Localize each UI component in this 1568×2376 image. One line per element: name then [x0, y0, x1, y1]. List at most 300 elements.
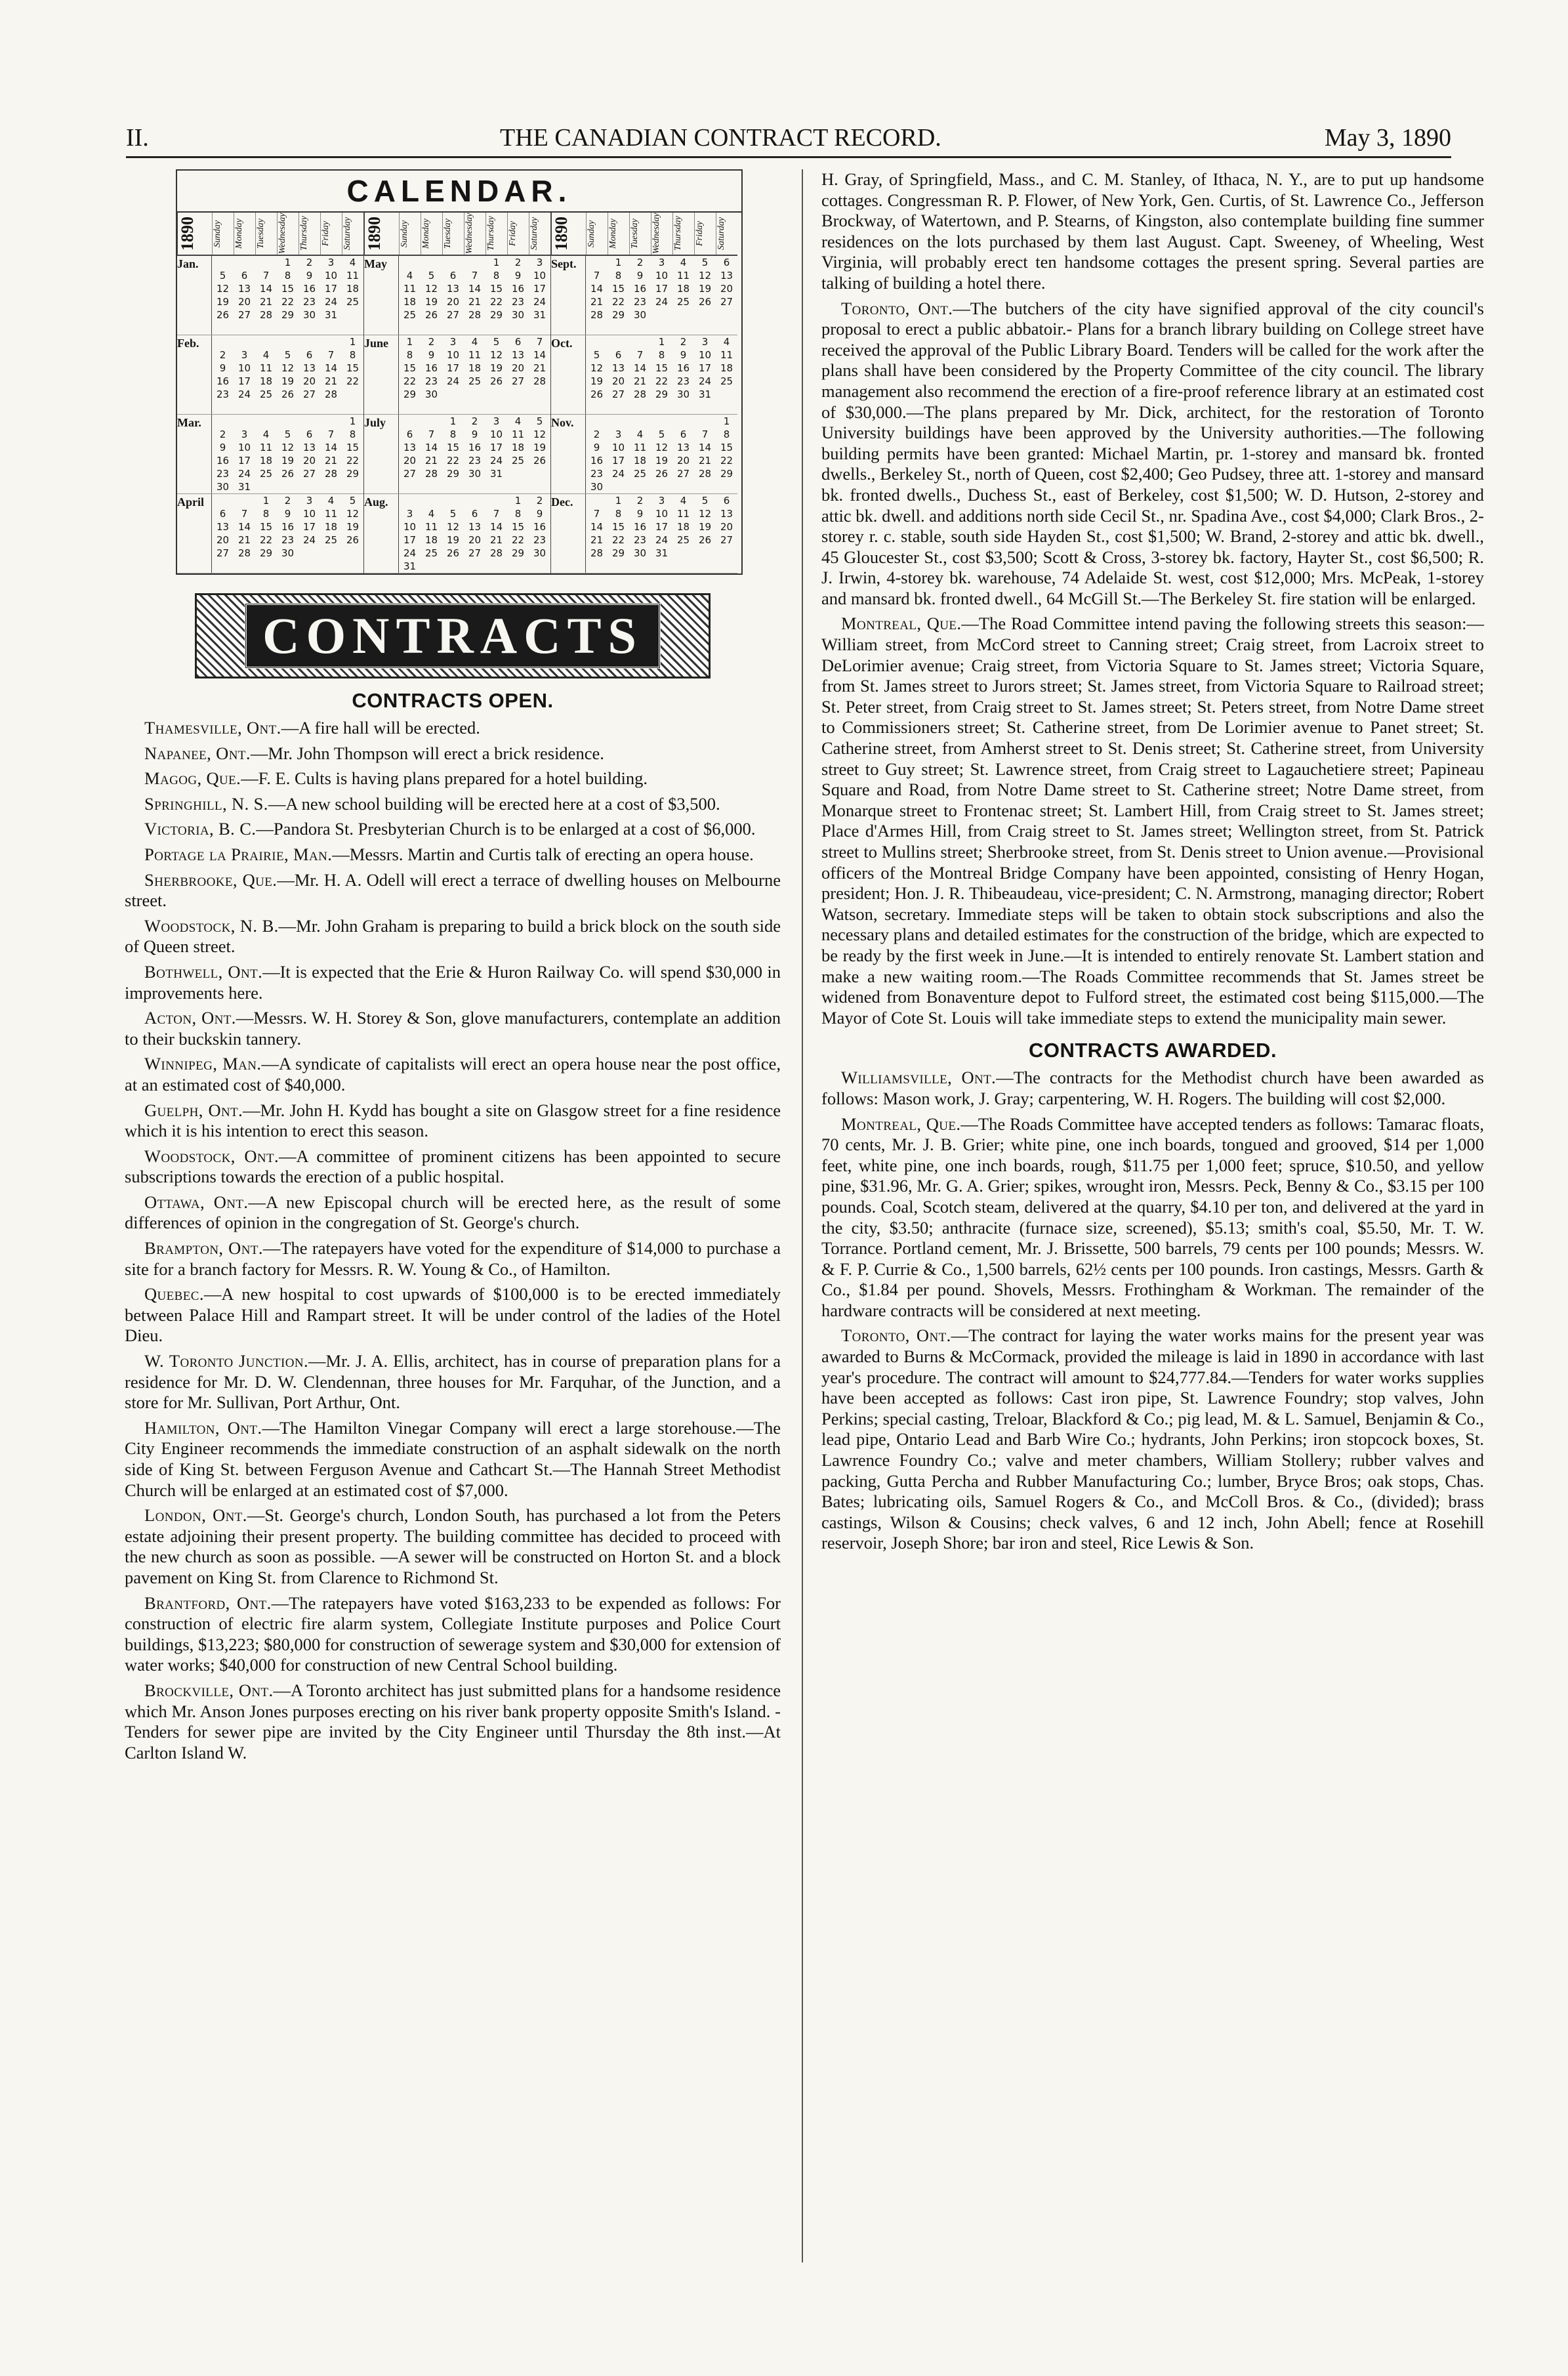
calendar-day-name: Saturday — [529, 213, 550, 255]
calendar-date: 20 — [237, 296, 251, 308]
calendar-empty-cell — [255, 415, 277, 428]
calendar-date: 4 — [406, 270, 413, 281]
calendar-date: 23 — [302, 296, 316, 308]
calendar-day-name: Saturday — [716, 213, 737, 255]
calendar-empty-cell — [255, 256, 277, 269]
calendar-date: 11 — [403, 283, 417, 295]
calendar-date: 24 — [302, 534, 316, 546]
calendar-date: 13 — [302, 442, 316, 453]
calendar-date: 7 — [327, 428, 335, 440]
calendar-date: 10 — [302, 508, 316, 520]
calendar-date: 20 — [468, 534, 482, 546]
calendar-date: 6 — [306, 428, 313, 440]
calendar-date: 12 — [424, 283, 438, 295]
calendar-date: 9 — [219, 362, 226, 374]
calendar-date: 2 — [219, 349, 226, 361]
news-item — [125, 1054, 781, 1095]
calendar-date: 24 — [446, 375, 460, 387]
calendar-date: 4 — [327, 495, 335, 507]
calendar-date: 3 — [241, 349, 248, 361]
calendar-date: 25 — [511, 455, 525, 467]
calendar-date: 15 — [259, 521, 273, 533]
calendar-date: 1 — [514, 495, 522, 507]
calendar-date: 16 — [590, 455, 604, 467]
item-place: Victoria, B. C. — [144, 819, 257, 839]
calendar-date: 14 — [489, 521, 503, 533]
calendar-date: 11 — [346, 270, 360, 281]
calendar-date: 28 — [633, 388, 647, 400]
calendar-date: 26 — [424, 309, 438, 321]
calendar-date: 7 — [428, 428, 435, 440]
calendar-empty-cell — [212, 335, 234, 348]
calendar-date: 12 — [590, 362, 604, 374]
calendar-date: 5 — [701, 495, 709, 507]
calendar-date: 21 — [324, 375, 338, 387]
news-item — [125, 870, 781, 911]
calendar-date: 3 — [306, 495, 313, 507]
calendar-date: 14 — [633, 362, 647, 374]
calendar-block — [551, 213, 737, 573]
calendar-date: 27 — [611, 388, 625, 400]
calendar-date: 26 — [590, 388, 604, 400]
calendar-month — [177, 335, 363, 415]
calendar-days-grid — [212, 256, 363, 335]
item-text: —A fire hall will be erected. — [281, 718, 480, 738]
calendar-date: 18 — [259, 375, 273, 387]
item-text: —F. E. Cults is having plans prepared for a hotel building. — [241, 768, 648, 789]
calendar-block — [177, 213, 364, 573]
calendar-date: 31 — [403, 560, 417, 572]
item-place: Woodstock, N. B. — [144, 915, 279, 936]
issue-date: May 3, 1890 — [1324, 124, 1451, 152]
calendar-date: 11 — [676, 508, 690, 520]
calendar-month-name: April — [177, 494, 212, 573]
calendar-date: 27 — [446, 309, 460, 321]
item-place: Winnipeg, Man. — [144, 1054, 262, 1074]
calendar-date: 31 — [655, 547, 669, 559]
calendar-header — [364, 213, 550, 256]
news-item — [125, 1680, 781, 1763]
calendar-date: 11 — [676, 270, 690, 281]
calendar-date: 14 — [237, 521, 251, 533]
calendar-date: 5 — [536, 415, 543, 427]
calendar-date: 26 — [281, 388, 295, 400]
calendar-date: 28 — [468, 309, 482, 321]
calendar-empty-cell — [442, 494, 464, 507]
calendar-date: 29 — [511, 547, 525, 559]
calendar-date: 12 — [281, 362, 295, 374]
news-item — [125, 962, 781, 1003]
contracts-awarded-list — [821, 1068, 1484, 1554]
calendar-date: 6 — [723, 257, 730, 268]
calendar-date: 26 — [489, 375, 503, 387]
calendar-empty-cell — [234, 256, 255, 269]
calendar-date: 22 — [259, 534, 273, 546]
calendar-date: 8 — [406, 349, 413, 361]
calendar-month-name: June — [364, 335, 399, 414]
calendar-month-name: May — [364, 256, 399, 335]
calendar-empty-cell — [651, 415, 672, 428]
calendar-date: 16 — [511, 283, 525, 295]
calendar-date: 29 — [403, 388, 417, 400]
calendar-date: 5 — [449, 508, 457, 520]
news-item — [125, 1008, 781, 1049]
calendar-date: 6 — [514, 336, 522, 348]
contracts-awarded-heading: CONTRACTS AWARDED. — [1028, 1039, 1277, 1062]
calendar-date: 1 — [406, 336, 413, 348]
calendar-empty-cell — [694, 415, 716, 428]
calendar-date: 23 — [281, 534, 295, 546]
calendar-date: 23 — [633, 296, 647, 308]
calendar-day-name: Monday — [421, 213, 442, 255]
calendar-days-grid — [212, 415, 363, 493]
calendar-month-name: July — [364, 415, 399, 493]
calendar-date: 16 — [468, 442, 482, 453]
calendar-day-name: Thursday — [485, 213, 507, 255]
item-text: —Mr. H. A. Odell will erect a terrace of dwelling houses on Melbourne street. — [125, 869, 781, 911]
calendar-days-grid — [399, 494, 550, 573]
calendar-date: 25 — [424, 547, 438, 559]
calendar-date: 30 — [302, 309, 316, 321]
calendar-date: 29 — [489, 309, 503, 321]
calendar-date: 10 — [403, 521, 417, 533]
calendar-date: 27 — [468, 547, 482, 559]
item-place: Springhill, N. S. — [144, 793, 268, 814]
calendar-date: 2 — [514, 257, 522, 268]
news-item — [125, 1146, 781, 1188]
item-text: —A new school building will be erected here at a cost of $3,500. — [268, 793, 720, 814]
calendar-date: 7 — [241, 508, 248, 520]
calendar-date: 31 — [533, 309, 547, 321]
item-text: —St. George's church, London South, has purchased a lot from the Peters estate adjoining their present property. The building committee has decided to proceed with the new church as soon as possible. —A sewer will be constructed on Horton St. and a block pavement on King St. from Clarence to Richmond St. — [125, 1505, 781, 1587]
calendar-date: 21 — [468, 296, 482, 308]
calendar-date: 21 — [633, 375, 647, 387]
calendar-date: 10 — [324, 270, 338, 281]
item-text: —Mr. J. A. Ellis, architect, has in course of preparation plans for a residence for Mr. D. W. Clendennan, three houses for Mr. Farquhar, of the Junction, and a store for Mr. Sullivan, Port Arthur, Ont. — [125, 1351, 781, 1413]
calendar-days-grid — [399, 256, 550, 335]
calendar-day-name: Sunday — [212, 213, 234, 255]
item-text: —Pandora St. Presbyterian Church is to be enlarged at a cost of $6,000. — [256, 819, 756, 839]
calendar-date: 24 — [611, 468, 625, 480]
calendar-date: 15 — [281, 283, 295, 295]
page-number: II. — [126, 124, 149, 152]
calendar-date: 12 — [446, 521, 460, 533]
calendar-date: 4 — [723, 336, 730, 348]
calendar-date: 9 — [514, 270, 522, 281]
news-item — [821, 299, 1484, 610]
calendar-date: 15 — [511, 521, 525, 533]
contracts-banner — [195, 593, 711, 678]
calendar-days-grid — [586, 494, 737, 573]
calendar-date: 21 — [698, 455, 712, 467]
item-place: Thamesville, Ont. — [144, 718, 281, 738]
item-place: Sherbrooke, Que. — [144, 869, 278, 890]
calendar-date: 29 — [281, 309, 295, 321]
calendar-date: 8 — [262, 508, 270, 520]
news-item — [125, 1418, 781, 1501]
calendar-date: 18 — [324, 521, 338, 533]
news-item — [821, 169, 1484, 294]
calendar-date: 29 — [655, 388, 669, 400]
calendar-date: 9 — [636, 270, 644, 281]
calendar-date: 29 — [346, 468, 360, 480]
calendar-date: 9 — [428, 349, 435, 361]
item-place: Guelph, Ont. — [144, 1100, 243, 1120]
calendar-date: 18 — [676, 283, 690, 295]
calendar-date: 4 — [680, 495, 687, 507]
item-text: —A new hospital to cost upwards of $100,000 is to be erected immediately between Palace Hill and Rampart street. It will be under control of the ladies of the Hotel Dieu. — [125, 1284, 781, 1346]
calendar-date: 3 — [658, 257, 665, 268]
calendar-date: 22 — [346, 455, 360, 467]
calendar-date: 21 — [259, 296, 273, 308]
calendar-day-name: Wednesday — [277, 213, 299, 255]
news-item — [125, 844, 781, 865]
contracts-open-list — [125, 718, 781, 1763]
calendar-date: 14 — [533, 349, 547, 361]
calendar-date: 17 — [324, 283, 338, 295]
calendar-date: 9 — [680, 349, 687, 361]
calendar-date: 25 — [259, 468, 273, 480]
calendar-date: 14 — [324, 442, 338, 453]
calendar-empty-cell — [464, 494, 485, 507]
calendar-date: 21 — [590, 534, 604, 546]
calendar-empty-cell — [320, 335, 342, 348]
calendar-date: 16 — [216, 375, 230, 387]
calendar-date: 30 — [633, 309, 647, 321]
news-item — [125, 1351, 781, 1413]
calendar-date: 27 — [302, 468, 316, 480]
calendar-date: 30 — [424, 388, 438, 400]
item-text: —It is expected that the Erie & Huron Railway Co. will spend $30,000 in improvements here. — [125, 961, 781, 1003]
calendar-date: 17 — [237, 375, 251, 387]
calendar-date: 11 — [324, 508, 338, 520]
calendar-date: 21 — [489, 534, 503, 546]
calendar-year: 1890 — [551, 213, 586, 255]
calendar-date: 23 — [633, 534, 647, 546]
calendar-days-grid — [586, 256, 737, 335]
calendar-empty-cell — [421, 494, 442, 507]
calendar-date: 9 — [536, 508, 543, 520]
calendar-blocks — [177, 213, 741, 573]
calendar-date: 20 — [720, 521, 733, 533]
calendar-date: 19 — [655, 455, 669, 467]
calendar-day-name: Thursday — [299, 213, 320, 255]
calendar-date: 18 — [633, 455, 647, 467]
calendar-date: 9 — [284, 508, 291, 520]
item-text: —The Roads Committee have accepted tenders as follows: Tamarac floats, 70 cents, Mr. J. B. Grier; white pine, one inch boards, tongued and grooved, $14 per 1,000 feet, white pine, one inch boards, rough, $11.75 per 1,000 feet; spruce, $10.50, and yellow pine, $31.96, Mr. G. A. Grier; spikes, wrought iron, Messrs. Peck, Benny & Co., $3.15 per 100 pounds. Coal, Scotch steam, delivered at the quarry, $4.10 per ton, and delivered at the yard in the city, $3.50; anthracite (furnace size, screened), $5.13; smith's coal, $5.50, Mr. T. W. Torrance. Portland cement, Mr. J. Brissette, 500 barrels, 79 cents per 100 pounds; Messrs. W. & F. P. Currie & Co., 1,500 barrels, 62½ cents per 100 pounds. Iron castings, Messrs. Garth & Co., $1.84 per pound. Shovels, Messrs. Frothingham & Workman. The remainder of the hardware contracts will be considered at next meeting. — [821, 1114, 1484, 1320]
calendar-empty-cell — [212, 415, 234, 428]
calendar-date: 13 — [720, 508, 733, 520]
calendar-date: 19 — [698, 521, 712, 533]
calendar-date: 27 — [720, 296, 733, 308]
calendar-month-name: Dec. — [551, 494, 586, 573]
calendar-date: 15 — [346, 442, 360, 453]
calendar-title: CALENDAR. — [177, 171, 741, 213]
calendar-date: 28 — [324, 388, 338, 400]
calendar-date: 10 — [611, 442, 625, 453]
item-place: W. Toronto Junction. — [144, 1351, 309, 1371]
item-place: Brantford, Ont. — [144, 1593, 272, 1613]
calendar-date: 11 — [511, 428, 525, 440]
calendar-date: 27 — [216, 547, 230, 559]
calendar-date: 13 — [446, 283, 460, 295]
calendar-day-name: Monday — [608, 213, 629, 255]
calendar-date: 15 — [655, 362, 669, 374]
calendar-date: 10 — [489, 428, 503, 440]
calendar-date: 26 — [698, 534, 712, 546]
item-place: Montreal, Que. — [841, 1114, 961, 1134]
calendar-empty-cell — [320, 415, 342, 428]
calendar-date: 4 — [428, 508, 435, 520]
calendar-date: 27 — [720, 534, 733, 546]
news-item — [821, 1068, 1484, 1109]
item-text: —The Road Committee intend paving the following streets this season:—William street, from McCord street to Canning street; Craig street, from Lacroix street to DeLorimier avenue; Craig street, from Victoria Square to St. James street; Victoria Square, from St. James street to Jurors street; St. James street, from Victoria Square to Railroad street; St. Peter street, from Craig street to St. James street; St. Peters street, from Notre Dame street to Commissioners street; St. Catherine street, from De Lorimier avenue to Panet street; St. Catherine street, from Amherst street to St. Denis street; St. Catherine street, from University street to Guy street; St. Lawrence street, from Craig street to Lagauchetiere street; Papineau Square and Road, from Notre Dame street to St. Catherine street; Notre Dame street, from Monarque street to Frontenac street; St. Lambert Hill, from Craig street to St. James street; Place d'Armes Hill, from Craig street to St. James street; Wellington street, from St. Patrick street to Mullins street; Sherbrooke street, from St. Denis street to Union avenue.—Provisional officers of the Montreal Bridge Company have been appointed, consisting of Henry Hogan, president; Hon. J. R. Thibeaudeau, vice-president; C. N. Armstrong, managing director; Robert Watson, secretary. Immediate steps will be taken to obtain stock subscriptions and also the necessary plans and detailed estimates for the construction of the bridge, which are expected to be ready by the first week in June.—It is intended to entirely renovate St. Lambert station and make a new waiting room.—The Roads Committee recommends that St. James street be widened from Bonaventure depot to Fulford street, the estimated cost being $115,000.—The Mayor of Cote St. Louis will take immediate steps to extend the municipality main sewer. — [821, 614, 1484, 1028]
calendar-empty-cell — [586, 335, 608, 348]
calendar-date: 17 — [489, 442, 503, 453]
item-place: Woodstock, Ont. — [144, 1146, 279, 1166]
news-item — [125, 1505, 781, 1588]
calendar-month-name: Nov. — [551, 415, 586, 493]
calendar-date: 5 — [593, 349, 600, 361]
item-text: —A committee of prominent citizens has been appointed to secure subscriptions towards the erection of a public hospital. — [125, 1146, 781, 1187]
calendar-header — [551, 213, 737, 256]
calendar-date: 10 — [655, 508, 669, 520]
news-item — [821, 1325, 1484, 1554]
calendar-days-grid — [212, 335, 363, 414]
calendar-date: 24 — [403, 547, 417, 559]
calendar-date: 10 — [698, 349, 712, 361]
item-place: Montreal, Que. — [841, 614, 962, 634]
calendar-date: 5 — [493, 336, 500, 348]
calendar-empty-cell — [234, 335, 255, 348]
calendar-date: 22 — [511, 534, 525, 546]
calendar-month — [551, 494, 737, 573]
calendar-day-name: Tuesday — [255, 213, 277, 255]
calendar-empty-cell — [608, 335, 629, 348]
calendar-date: 11 — [720, 349, 733, 361]
calendar-date: 25 — [676, 534, 690, 546]
calendar-date: 3 — [658, 495, 665, 507]
calendar-date: 25 — [676, 296, 690, 308]
calendar-date: 17 — [302, 521, 316, 533]
calendar-empty-cell — [629, 415, 651, 428]
calendar-date: 4 — [262, 428, 270, 440]
calendar-date: 13 — [468, 521, 482, 533]
calendar-date: 9 — [593, 442, 600, 453]
item-place: Quebec. — [144, 1284, 204, 1304]
calendar-date: 19 — [489, 362, 503, 374]
item-text: —A Toronto architect has just submitted plans for a handsome residence which Mr. Anson Jones purposes erecting on his river bank property opposite Smith's Island. -Tenders for sewer pipe are invited by the City Engineer until Thursday the 8th inst.—At Carlton Island W. — [125, 1680, 781, 1762]
calendar-date: 3 — [701, 336, 709, 348]
right-column — [821, 169, 1484, 1558]
item-text: —A new Episcopal church will be erected here, as the result of some differences of opinion in the congregation of St. George's church. — [125, 1192, 781, 1233]
calendar-date: 19 — [424, 296, 438, 308]
news-item — [125, 1593, 781, 1676]
calendar-date: 18 — [511, 442, 525, 453]
calendar-date: 23 — [468, 455, 482, 467]
calendar-date: 17 — [237, 455, 251, 467]
calendar-days-grid — [399, 415, 550, 493]
item-text: H. Gray, of Springfield, Mass., and C. M. Stanley, of Ithaca, N. Y., are to put up handsome cottages. Congressman R. P. Flower, of New York, Gen. Curtis, of St. Lawrence Co., Jefferson Brockway, of Watertown, and P. Stearns, of Kingston, also contemplate building fine summer residences on the lots purchased by them last August. Capt. Sweeney, of Wheeling, West Virginia, will probably erect ten handsome cottages the present spring. Several parties are talking of building a hotel there. — [821, 169, 1484, 293]
calendar-date: 30 — [468, 468, 482, 480]
calendar-day-name: Friday — [694, 213, 716, 255]
calendar-days-grid — [586, 415, 737, 493]
calendar-date: 30 — [281, 547, 295, 559]
item-place: Bothwell, Ont. — [144, 961, 263, 982]
calendar-date: 9 — [306, 270, 313, 281]
calendar-day-name: Tuesday — [442, 213, 464, 255]
news-item — [125, 916, 781, 957]
calendar-date: 27 — [676, 468, 690, 480]
calendar-date: 24 — [698, 375, 712, 387]
calendar-date: 9 — [471, 428, 478, 440]
calendar-date: 10 — [533, 270, 547, 281]
calendar-date: 2 — [636, 495, 644, 507]
calendar-date: 23 — [511, 296, 525, 308]
calendar-date: 14 — [324, 362, 338, 374]
calendar-date: 27 — [511, 375, 525, 387]
item-text: —The contracts for the Methodist church have been awarded as follows: Mason work, J. Gray; carpentering, W. H. Rogers. The building will cost $2,000. — [821, 1068, 1484, 1108]
calendar-date: 1 — [349, 336, 356, 348]
item-text: —The contract for laying the water works mains for the present year was awarded to Burns & McCormack, provided the mileage is laid in 1890 in accordance with last year's procedure. The contract will amount to $24,777.84.—Tenders for water works supplies have been accepted as follows: Cast iron pipe, St. Lawrence Foundry; stop valves, John Perkins; special casting, Treloar, Blackford & Co.; pig lead, M. & L. Samuel, Benjamin & Co., lead pipe, Ontario Lead and Barb Wire Co.; hydrants, John Perkins; iron stopcock boxes, St. Lawrence Foundry Co.; valve and meter chambers, William Stollery; rubber valves and packing, Gutta Percha and Rubber Manufacturing Co.; lumber, Bryce Bros; oak stops, Chas. Bates; lubricating oils, Samuel Rogers & Co., and McColl Bros. & Co., (divided); brass castings, Wilson & Cousins; check valves, 6 and 12 inch, John Abell; fence at Rosehill reservoir, Joseph Shore; bar iron and steel, Rice Lewis & Son. — [821, 1325, 1484, 1553]
calendar-date: 19 — [446, 534, 460, 546]
calendar-date: 1 — [615, 257, 622, 268]
calendar-date: 18 — [720, 362, 733, 374]
calendar-date: 22 — [489, 296, 503, 308]
calendar-date: 7 — [593, 270, 600, 281]
calendar-date: 20 — [676, 455, 690, 467]
calendar-date: 10 — [237, 362, 251, 374]
calendar-date: 13 — [403, 442, 417, 453]
calendar-date: 6 — [241, 270, 248, 281]
calendar-date: 17 — [655, 521, 669, 533]
calendar-days-grid — [586, 335, 737, 414]
calendar-date: 19 — [533, 442, 547, 453]
news-item — [125, 794, 781, 815]
calendar-date: 13 — [611, 362, 625, 374]
calendar-date: 6 — [306, 349, 313, 361]
calendar-date: 15 — [403, 362, 417, 374]
calendar-empty-cell — [421, 256, 442, 269]
calendar-empty-cell — [399, 494, 421, 507]
item-place: Napanee, Ont. — [144, 743, 251, 763]
calendar-date: 13 — [720, 270, 733, 281]
calendar-date: 18 — [259, 455, 273, 467]
calendar-date: 5 — [284, 428, 291, 440]
item-place: Toronto, Ont. — [841, 1325, 951, 1346]
item-text: —The ratepayers have voted for the expenditure of $14,000 to purchase a site for a branch factory for Messrs. R. W. Young & Co., of Hamilton. — [125, 1238, 781, 1279]
calendar-date: 28 — [424, 468, 438, 480]
calendar-date: 3 — [536, 257, 543, 268]
calendar-date: 23 — [533, 534, 547, 546]
calendar-date: 23 — [424, 375, 438, 387]
calendar-date: 16 — [281, 521, 295, 533]
calendar-day-name: Friday — [507, 213, 529, 255]
calendar-date: 22 — [611, 534, 625, 546]
calendar-date: 3 — [615, 428, 622, 440]
calendar-month — [364, 335, 550, 415]
calendar-date: 6 — [219, 508, 226, 520]
calendar-date: 24 — [655, 534, 669, 546]
calendar-date: 1 — [658, 336, 665, 348]
calendar-date: 18 — [346, 283, 360, 295]
calendar-empty-cell — [608, 415, 629, 428]
calendar-date: 28 — [237, 547, 251, 559]
contracts-open-heading: CONTRACTS OPEN. — [352, 689, 554, 712]
calendar-date: 30 — [511, 309, 525, 321]
calendar — [176, 169, 743, 575]
news-item — [821, 614, 1484, 1028]
